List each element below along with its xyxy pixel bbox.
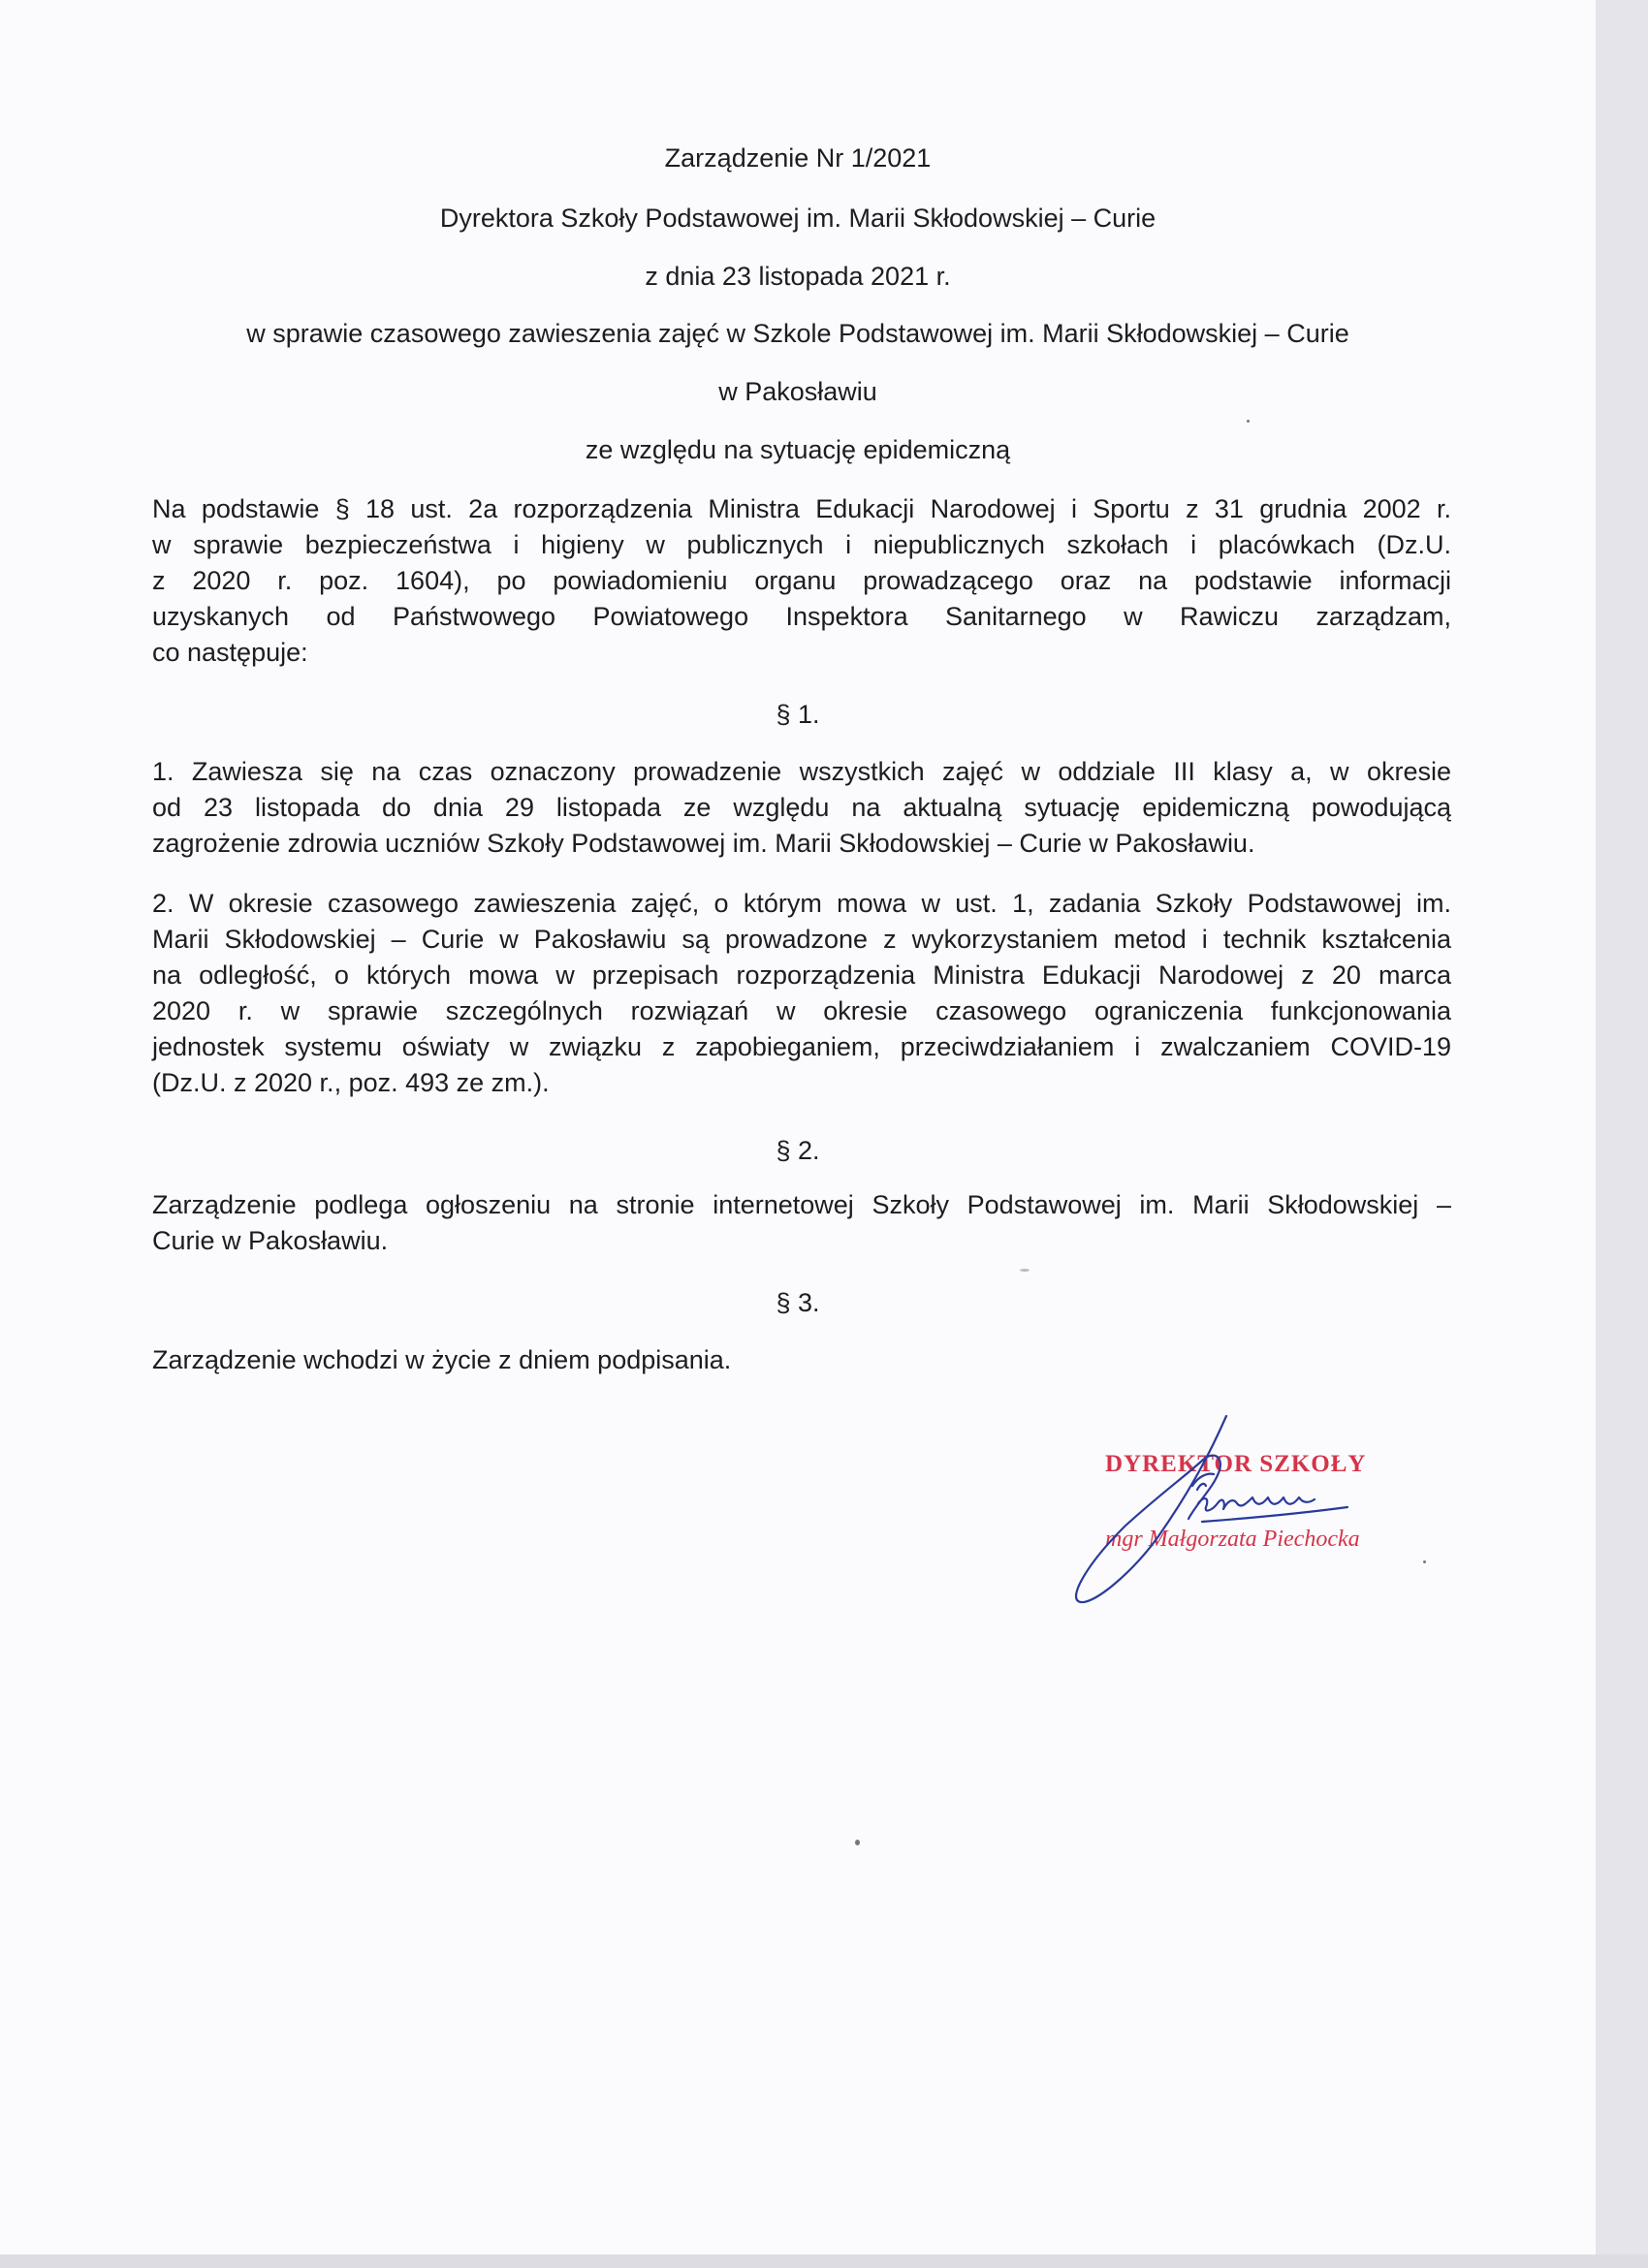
document-subject-line-3: ze względu na sytuację epidemiczną: [585, 435, 1011, 464]
paragraph-line: Zarządzenie wchodzi w życie z dniem podpisania.: [152, 1345, 732, 1374]
paragraph-line: 1. Zawiesza się na czas oznaczony prowadzenie wszystkich zajęć w oddziale III klasy a, w okresie: [152, 757, 1451, 786]
paragraph-line: 2020 r. w sprawie szczególnych rozwiązań w okresie czasowego ograniczenia funkcjonowania: [152, 996, 1451, 1025]
section-1-mark: § 1.: [776, 700, 820, 729]
section-2-mark: § 2.: [776, 1136, 820, 1165]
preamble-line: Na podstawie § 18 ust. 2a rozporządzenia Ministra Edukacji Narodowej i Sportu z 31 grudnia 2002 r.: [152, 494, 1451, 523]
paragraph-line: zagrożenie zdrowia uczniów Szkoły Podstawowej im. Marii Skłodowskiej – Curie w Pakosławiu.: [152, 829, 1255, 858]
preamble-line: z 2020 r. poz. 1604), po powiadomieniu organu prowadzącego oraz na podstawie informacji: [152, 566, 1451, 595]
scan-speck: [1020, 1269, 1030, 1272]
preamble-paragraph: [152, 491, 1451, 671]
preamble-line: w sprawie bezpieczeństwa i higieny w publicznych i niepublicznych szkołach i placówkach (Dz.U.: [152, 530, 1451, 559]
scan-speck: [1247, 420, 1250, 423]
paragraph-line: Marii Skłodowskiej – Curie w Pakosławiu są prowadzone z wykorzystaniem metod i technik kształcenia: [152, 925, 1451, 954]
section-1-point-1: [152, 754, 1451, 862]
document-subject-line-2: w Pakosławiu: [718, 377, 877, 406]
scan-edge-bottom: [0, 2254, 1648, 2268]
paragraph-line: jednostek systemu oświaty w związku z zapobieganiem, przeciwdziałaniem i zwalczaniem COVID-19: [152, 1032, 1451, 1061]
stamp-title: DYREKTOR SZKOŁY: [1105, 1451, 1367, 1477]
section-3-text: [152, 1342, 1451, 1378]
paragraph-line: od 23 listopada do dnia 29 listopada ze względu na aktualną sytuację epidemiczną powodującą: [152, 793, 1451, 822]
paragraph-line: na odległość, o których mowa w przepisach rozporządzenia Ministra Edukacji Narodowej z 20 marca: [152, 961, 1451, 990]
paragraph-line: Zarządzenie podlega ogłoszeniu na stronie internetowej Szkoły Podstawowej im. Marii Skłodowskiej –: [152, 1190, 1451, 1219]
section-3-mark: § 3.: [776, 1288, 820, 1317]
section-1-point-2: [152, 886, 1451, 1101]
stamp-name: mgr Małgorzata Piechocka: [1105, 1527, 1360, 1552]
scan-edge-right: [1596, 0, 1648, 2268]
director-stamp: [998, 1410, 1406, 1623]
document-issuer: Dyrektora Szkoły Podstawowej im. Marii Skłodowskiej – Curie: [439, 204, 1157, 233]
paragraph-line: 2. W okresie czasowego zawieszenia zajęć, o którym mowa w ust. 1, zadania Szkoły Podstawowej im.: [152, 889, 1451, 918]
scan-speck: [1423, 1560, 1426, 1563]
preamble-line: co następuje:: [152, 638, 308, 667]
section-2-text: [152, 1187, 1451, 1259]
preamble-line: uzyskanych od Państwowego Powiatowego Inspektora Sanitarnego w Rawiczu zarządzam,: [152, 602, 1451, 631]
document-date: z dnia 23 listopada 2021 r.: [645, 262, 951, 291]
scan-speck: [855, 1840, 860, 1845]
paragraph-line: (Dz.U. z 2020 r., poz. 493 ze zm.).: [152, 1068, 550, 1097]
document-subject-line-1: w sprawie czasowego zawieszenia zajęć w Szkole Podstawowej im. Marii Skłodowskiej – Curie: [246, 319, 1349, 348]
paragraph-line: Curie w Pakosławiu.: [152, 1226, 389, 1255]
handwritten-signature: [998, 1410, 1406, 1623]
document-title: Zarządzenie Nr 1/2021: [664, 143, 932, 173]
